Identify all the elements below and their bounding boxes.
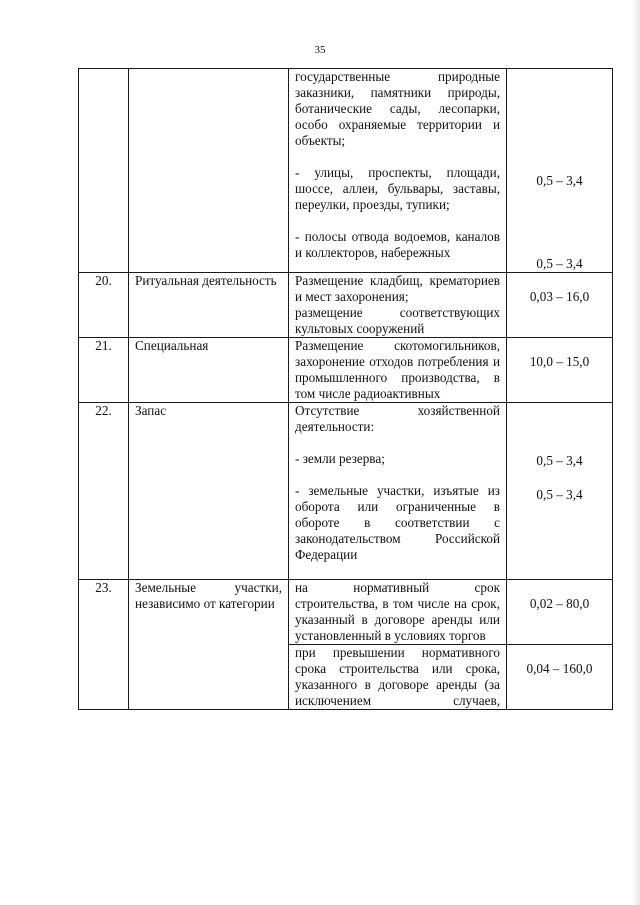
category-name: Запас: [129, 403, 289, 580]
description-text: - земельные участки, изъятые из оборота или ограниченные в обороте в соответствии с законодательством Российской Федерации: [295, 483, 500, 562]
table-row-20: [79, 273, 613, 338]
description-cell: [289, 69, 507, 273]
number-cell: [79, 645, 129, 710]
coefficient-range: 0,04 – 160,0: [526, 661, 593, 676]
description-cell: [289, 403, 507, 580]
description-text: Размещение скотомогильников, захоронение отходов потребления и промышленного производства, в том числе радиоактивных: [295, 338, 500, 401]
value-cell: [507, 645, 613, 710]
description-text: при превышении нормативного срока строительства или срока, указанного в договоре аренды (за исключением случаев,: [295, 645, 500, 708]
table-row-23: [79, 580, 613, 645]
coefficient-range: 0,5 – 3,4: [536, 453, 583, 468]
description-cell: [289, 580, 507, 645]
page-edge-shadow: [632, 0, 640, 905]
table-row-continuation: [79, 69, 613, 273]
value-cell: [507, 338, 613, 403]
value-cell: [507, 69, 613, 273]
table-row-23-continued: [79, 645, 613, 710]
category-name: Специальная: [129, 338, 289, 403]
description-text: на нормативный срок строительства, в том числе на срок, указанный в договоре аренды или установленный в условиях торгов: [295, 580, 500, 643]
description-text: - полосы отвода водоемов, каналов и коллекторов, набережных: [295, 229, 500, 260]
row-number: 22.: [79, 403, 129, 580]
coefficient-range: 0,5 – 3,4: [536, 173, 583, 188]
category-cell: [129, 69, 289, 273]
description-text: государственные природные заказники, памятники природы, ботанические сады, лесопарки, особо охраняемые территории и объекты;: [295, 69, 500, 148]
value-cell: [507, 580, 613, 645]
description-text: Отсутствие хозяйственной деятельности:: [295, 403, 500, 434]
description-text: Размещение кладбищ, крематориев и мест захоронения;: [295, 273, 500, 304]
coefficient-range: 10,0 – 15,0: [529, 354, 590, 369]
category-cell: [129, 645, 289, 710]
coefficient-range: 0,03 – 16,0: [529, 289, 590, 304]
description-cell: [289, 645, 507, 710]
coefficient-range: 0,5 – 3,4: [536, 487, 583, 502]
table-row-22: [79, 403, 613, 580]
description-cell: [289, 338, 507, 403]
row-number: 20.: [79, 273, 129, 338]
description-cell: [289, 273, 507, 338]
number-cell: [79, 69, 129, 273]
category-name: Земельные участки, независимо от категории: [135, 580, 282, 611]
category-name: Ритуальная деятельность: [129, 273, 289, 338]
value-cell: [507, 273, 613, 338]
table-row-21: [79, 338, 613, 403]
value-cell: [507, 403, 613, 580]
description-text: - земли резерва;: [295, 451, 385, 466]
category-cell: [129, 580, 289, 645]
row-number: 21.: [79, 338, 129, 403]
row-number: 23.: [79, 580, 129, 645]
description-text: размещение соответствующих культовых сооружений: [295, 305, 500, 336]
coefficient-range: 0,5 – 3,4: [536, 256, 583, 271]
page-number: 35: [314, 44, 326, 56]
land-category-table: [78, 68, 613, 710]
description-text: - улицы, проспекты, площади, шоссе, аллеи, бульвары, заставы, переулки, проезды, тупики;: [295, 165, 500, 212]
coefficient-range: 0,02 – 80,0: [529, 596, 590, 611]
